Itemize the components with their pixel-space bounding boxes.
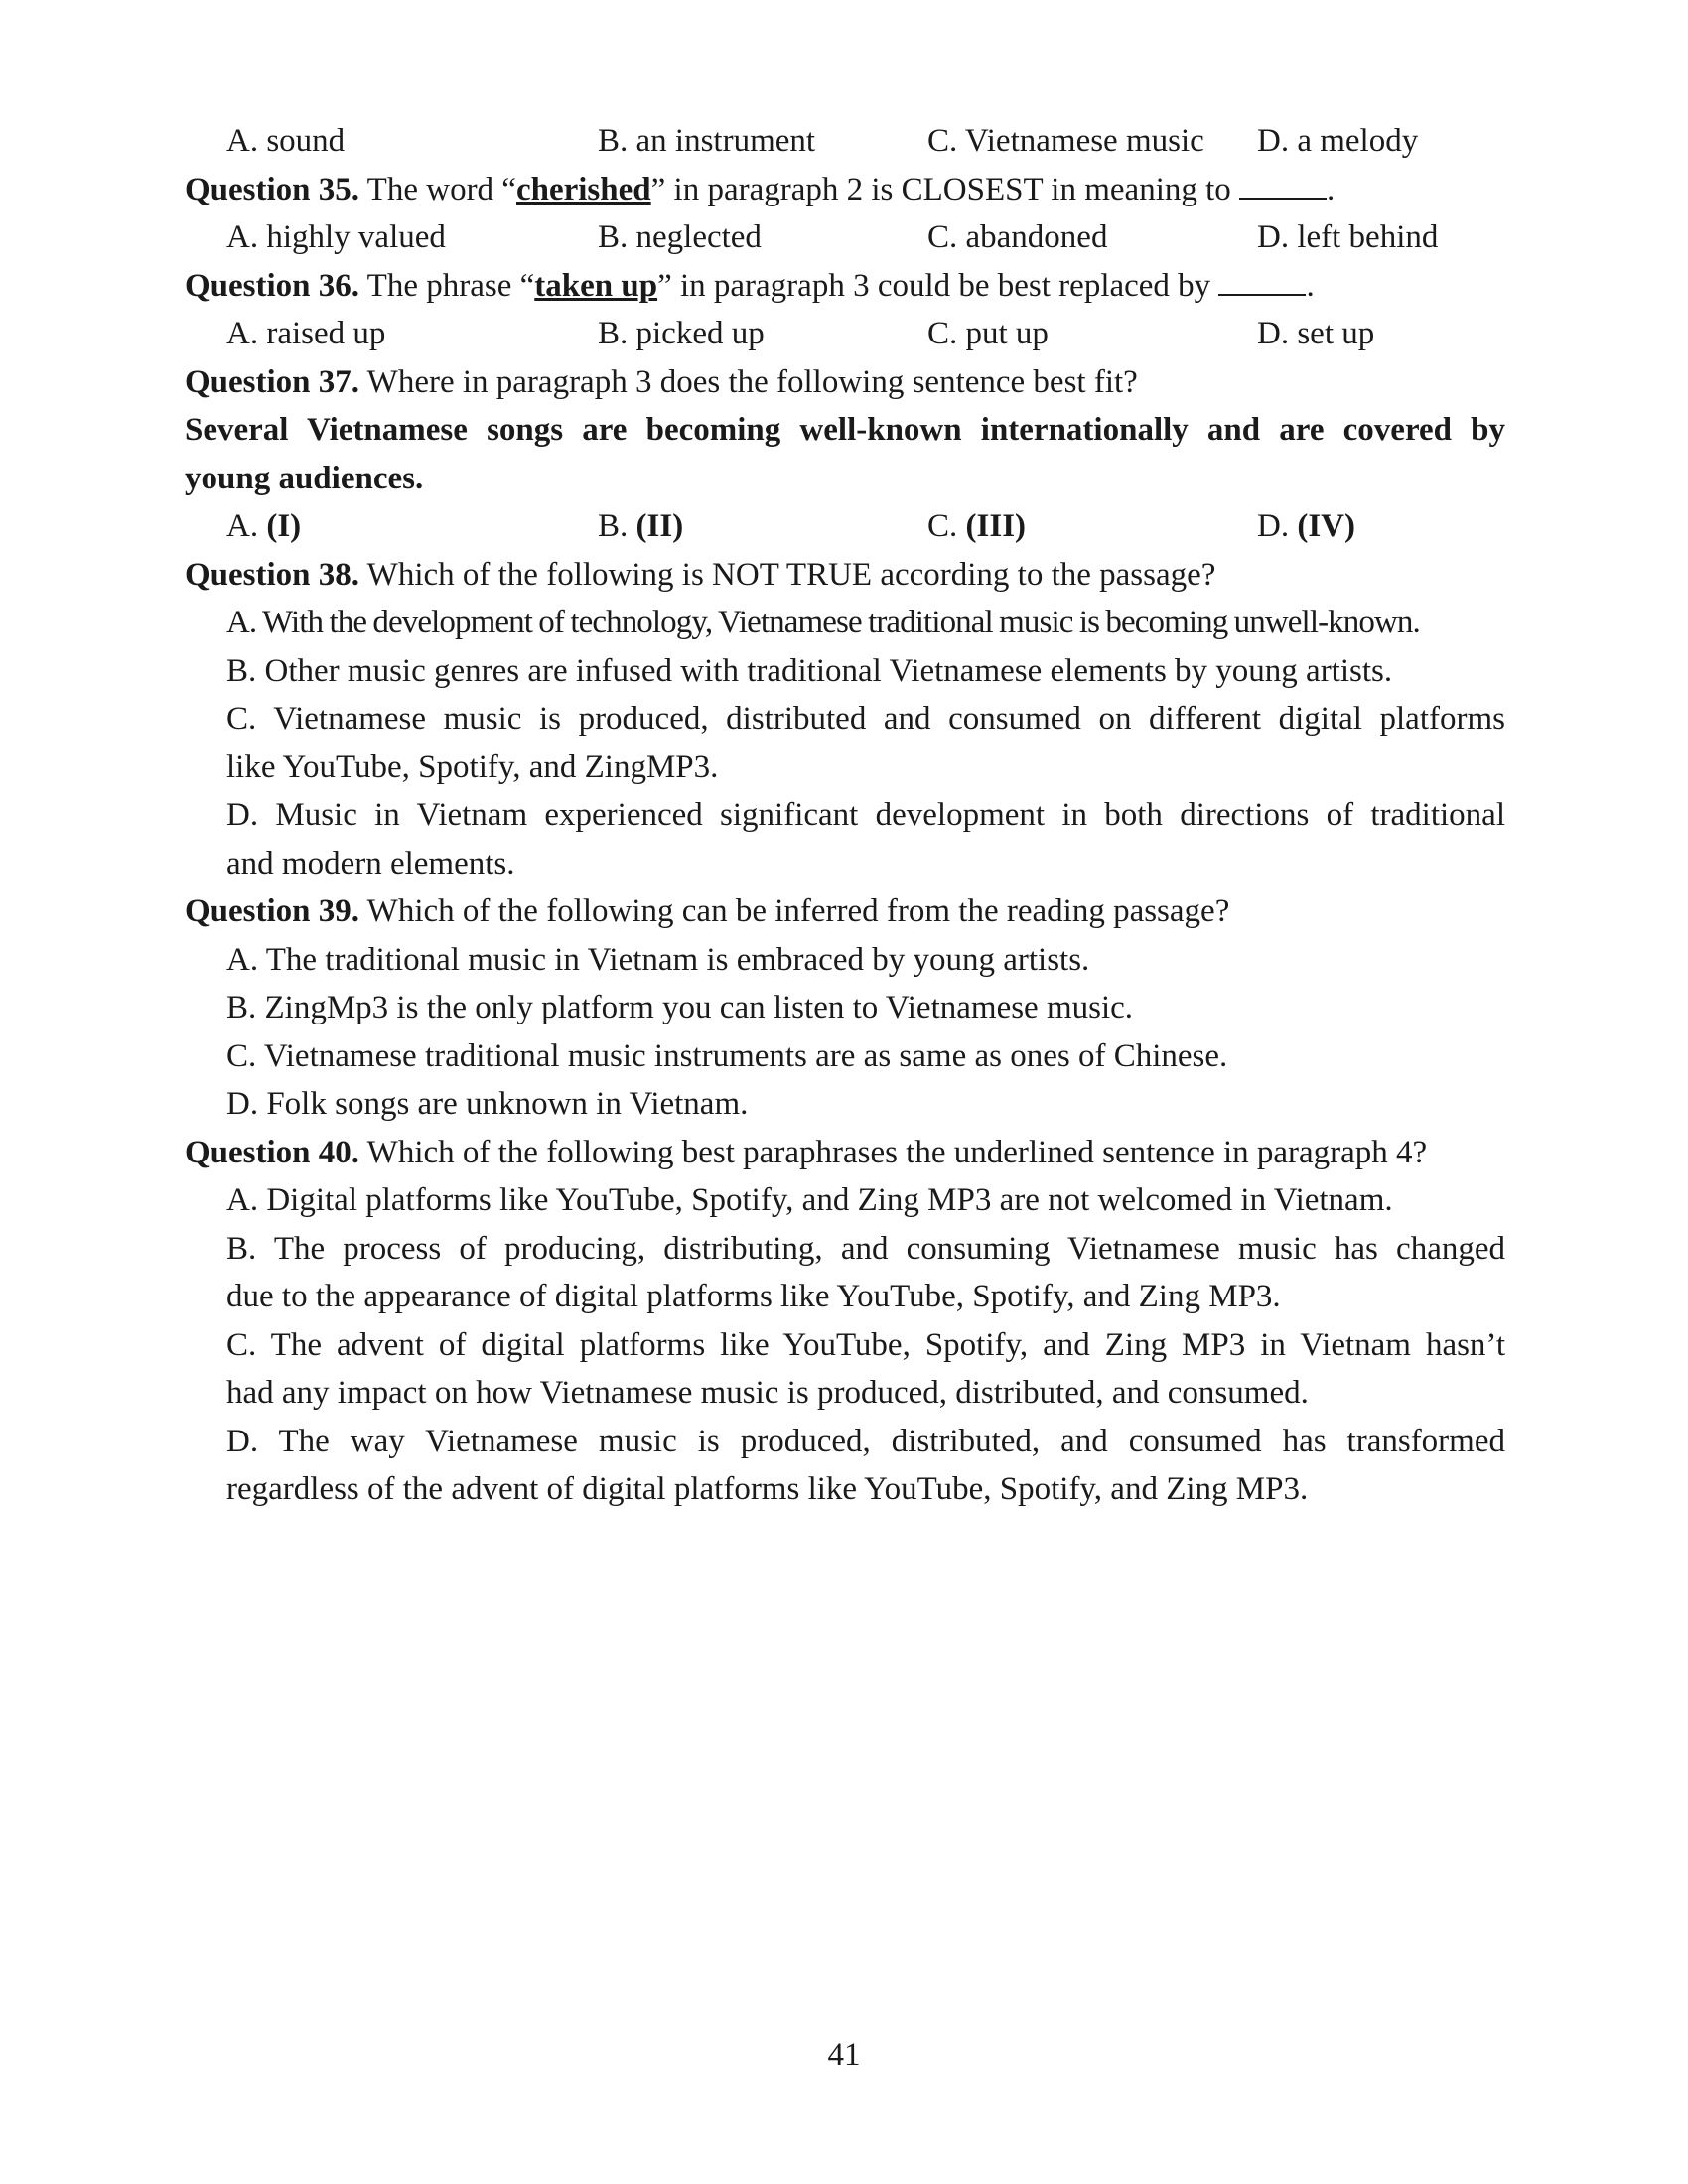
q37-number: Question 37. xyxy=(185,363,360,400)
q38-option-d[interactable]: D. Music in Vietnam experienced significant development in both directions of traditional xyxy=(226,797,1505,833)
q37-option-a-letter: A. xyxy=(226,508,267,544)
q39-option-a[interactable]: A. The traditional music in Vietnam is embraced by young artists. xyxy=(226,941,1090,978)
q37-option-a[interactable] xyxy=(226,502,598,551)
q37-option-d[interactable] xyxy=(1257,502,1355,551)
q37-option-b[interactable] xyxy=(598,502,927,551)
q38-stem xyxy=(185,551,1505,600)
q38-option-c[interactable]: C. Vietnamese music is produced, distributed and consumed on different digital platforms xyxy=(226,701,1505,737)
q37-option-c-mark: (III) xyxy=(965,508,1027,544)
q40-stem xyxy=(185,1129,1505,1177)
q35-text-post: ” in paragraph 2 is CLOSEST in meaning to xyxy=(650,171,1240,207)
q37-text: Where in paragraph 3 does the following sentence best fit? xyxy=(359,363,1138,400)
q39-number: Question 39. xyxy=(185,893,360,929)
q37-option-b-mark: (II) xyxy=(635,508,684,544)
q35-text-pre: The word “ xyxy=(359,171,516,207)
q37-sentence-line-2: young audiences. xyxy=(185,460,424,496)
q39-option-d[interactable]: D. Folk songs are unknown in Vietnam. xyxy=(226,1086,749,1122)
q35-text-end: . xyxy=(1327,171,1336,207)
q34-options xyxy=(185,117,1505,166)
questions-block xyxy=(185,117,1505,1514)
q40-option-a[interactable]: A. Digital platforms like YouTube, Spotify, and Zing MP3 are not welcomed in Vietnam. xyxy=(226,1182,1393,1218)
q38-option-c-cont[interactable]: like YouTube, Spotify, and ZingMP3. xyxy=(226,749,719,785)
q37-option-a-mark: (I) xyxy=(266,508,302,544)
q35-options xyxy=(185,213,1505,262)
page-number: 41 xyxy=(827,2037,861,2073)
q36-text-end: . xyxy=(1306,267,1315,304)
q37-option-b-letter: B. xyxy=(598,508,636,544)
q36-option-c[interactable]: C. put up xyxy=(927,316,1049,351)
q37-option-c-letter: C. xyxy=(927,508,966,544)
q37-options xyxy=(185,502,1505,551)
q37-stem xyxy=(185,358,1505,407)
q40-option-c-cont[interactable]: had any impact on how Vietnamese music is produced, distributed, and consumed. xyxy=(226,1375,1309,1411)
q39-option-c[interactable]: C. Vietnamese traditional music instruments are as same as ones of Chinese. xyxy=(226,1037,1228,1074)
q36-option-d[interactable]: D. set up xyxy=(1257,316,1375,351)
q40-option-b[interactable]: B. The process of producing, distributing, and consuming Vietnamese music has changed xyxy=(226,1230,1505,1267)
q36-number: Question 36. xyxy=(185,267,360,304)
q35-number: Question 35. xyxy=(185,171,360,207)
q37-option-d-mark: (IV) xyxy=(1297,508,1355,544)
q34-option-d[interactable]: D. a melody xyxy=(1257,123,1419,159)
q37-option-d-letter: D. xyxy=(1257,508,1298,544)
q35-option-a[interactable]: A. highly valued xyxy=(226,219,446,255)
q34-option-a[interactable]: A. sound xyxy=(226,123,346,159)
q36-text-post: ” in paragraph 3 could be best replaced by xyxy=(657,267,1219,304)
q36-options xyxy=(185,310,1505,358)
q36-stem xyxy=(185,262,1505,311)
q37-option-c[interactable] xyxy=(927,502,1257,551)
q40-option-d-cont[interactable]: regardless of the advent of digital platforms like YouTube, Spotify, and Zing MP3. xyxy=(226,1471,1309,1507)
q39-option-b[interactable]: B. ZingMp3 is the only platform you can listen to Vietnamese music. xyxy=(226,990,1134,1025)
q40-text: Which of the following best paraphrases the underlined sentence in paragraph 4? xyxy=(359,1134,1428,1170)
q35-option-c[interactable]: C. abandoned xyxy=(927,219,1108,255)
q35-keyword: cherished xyxy=(515,171,651,207)
q36-option-a[interactable]: A. raised up xyxy=(226,316,386,351)
q40-option-b-cont[interactable]: due to the appearance of digital platforms like YouTube, Spotify, and Zing MP3. xyxy=(226,1279,1281,1314)
q38-option-d-cont[interactable]: and modern elements. xyxy=(226,845,515,882)
q36-text-pre: The phrase “ xyxy=(359,267,535,304)
q38-text: Which of the following is NOT TRUE according to the passage? xyxy=(359,556,1216,593)
q40-option-d[interactable]: D. The way Vietnamese music is produced, distributed, and consumed has transformed xyxy=(226,1423,1505,1459)
q36-option-b[interactable]: B. picked up xyxy=(598,316,765,351)
q34-option-c[interactable]: C. Vietnamese music xyxy=(927,123,1204,159)
q40-number: Question 40. xyxy=(185,1134,360,1170)
q39-text: Which of the following can be inferred from the reading passage? xyxy=(359,893,1230,929)
q35-blank xyxy=(1239,172,1327,200)
q34-option-b[interactable]: B. an instrument xyxy=(598,123,816,159)
q38-option-b[interactable]: B. Other music genres are infused with traditional Vietnamese elements by young artists. xyxy=(226,652,1393,689)
q38-option-a[interactable]: A. With the development of technology, Vietnamese traditional music is becoming unwell-known. xyxy=(226,605,1420,640)
q39-stem xyxy=(185,887,1505,936)
q36-keyword: taken up xyxy=(534,267,658,304)
q35-option-b[interactable]: B. neglected xyxy=(598,219,762,255)
q36-blank xyxy=(1218,268,1306,296)
q37-sentence-line-1: Several Vietnamese songs are becoming well-known internationally and are covered by xyxy=(185,412,1505,448)
q35-stem xyxy=(185,166,1505,214)
q38-number: Question 38. xyxy=(185,556,360,593)
q40-option-c[interactable]: C. The advent of digital platforms like YouTube, Spotify, and Zing MP3 in Vietnam hasn’t xyxy=(226,1326,1505,1363)
q35-option-d[interactable]: D. left behind xyxy=(1257,219,1439,255)
